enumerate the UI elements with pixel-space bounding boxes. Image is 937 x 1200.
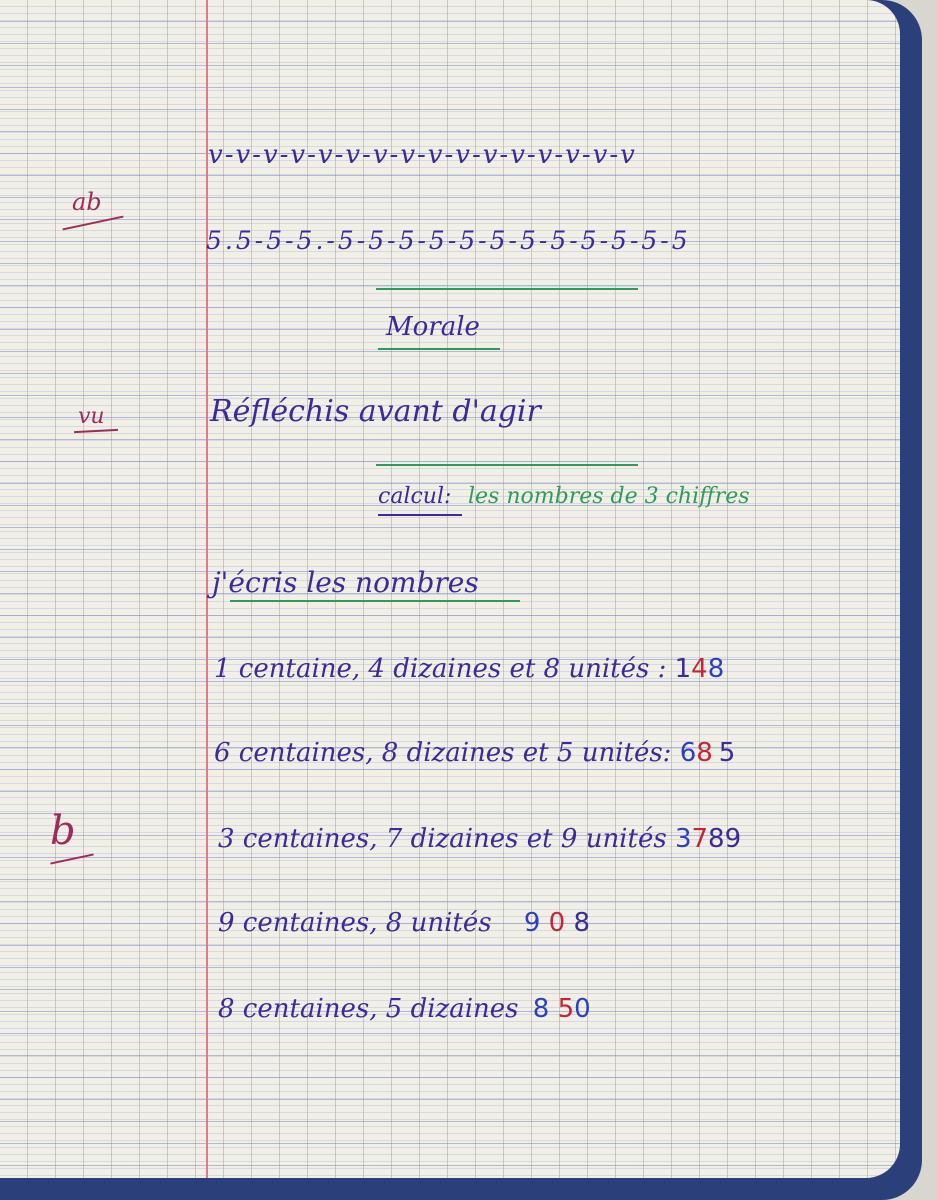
units-digit: 89 bbox=[708, 824, 742, 854]
tens-digit: 8 bbox=[696, 738, 713, 768]
hundreds-digit: 9 bbox=[523, 908, 541, 938]
exercise-text: 1 centaine, 4 dizaines et 8 unités : bbox=[214, 654, 667, 684]
exercise-line-1 bbox=[214, 654, 724, 684]
exercise-text: 8 centaines, 5 dizaines bbox=[218, 994, 519, 1024]
separator-rule bbox=[376, 288, 638, 290]
margin-underline bbox=[62, 216, 123, 231]
exercise-text: 3 centaines, 7 dizaines et 9 unités bbox=[218, 824, 667, 854]
margin-note-ab: ab bbox=[72, 188, 102, 216]
exercise-line-3 bbox=[218, 824, 741, 854]
v-row: v-v-v-v-v-v-v-v-v-v-v-v-v-v-v-v bbox=[208, 140, 637, 170]
hundreds-digit: 8 bbox=[532, 994, 550, 1024]
tens-digit: 7 bbox=[691, 824, 709, 854]
calcul-subject: les nombres de 3 chiffres bbox=[468, 484, 750, 509]
calcul-underline bbox=[378, 514, 462, 516]
morale-text: Réfléchis avant d'agir bbox=[210, 394, 541, 429]
exercise-text: 9 centaines, 8 unités bbox=[218, 908, 492, 938]
separator-rule bbox=[376, 464, 638, 466]
title-underline bbox=[378, 348, 500, 350]
exercise-text: 6 centaines, 8 dizaines et 5 unités: bbox=[214, 738, 672, 768]
tens-digit: 5 bbox=[557, 994, 575, 1024]
margin-line bbox=[206, 0, 208, 1178]
units-digit: 5 bbox=[718, 738, 736, 768]
hundreds-digit: 6 bbox=[679, 738, 697, 768]
exercise-line-2 bbox=[214, 738, 735, 768]
margin-note-vu: vu bbox=[78, 404, 105, 429]
heading-underline bbox=[230, 600, 520, 602]
tens-digit: 0 bbox=[548, 908, 566, 938]
margin-underline bbox=[74, 429, 118, 433]
five-row: 5.5-5-5.-5-5-5-5-5-5-5-5-5-5-5-5 bbox=[206, 226, 691, 255]
hundreds-digit: 1 bbox=[674, 654, 692, 684]
units-digit: 0 bbox=[574, 994, 591, 1024]
margin-underline bbox=[50, 853, 93, 864]
exercise-line-5 bbox=[218, 994, 591, 1024]
units-digit: 8 bbox=[573, 908, 590, 938]
margin-note-b: b bbox=[50, 808, 76, 854]
exercise-heading: j'écris les nombres bbox=[212, 566, 479, 599]
morale-title: Morale bbox=[386, 312, 480, 342]
calcul-label: calcul: bbox=[378, 484, 452, 509]
units-digit: 8 bbox=[707, 654, 725, 684]
exercise-line-4 bbox=[218, 908, 590, 938]
hundreds-digit: 3 bbox=[674, 824, 692, 854]
tens-digit: 4 bbox=[691, 654, 708, 684]
